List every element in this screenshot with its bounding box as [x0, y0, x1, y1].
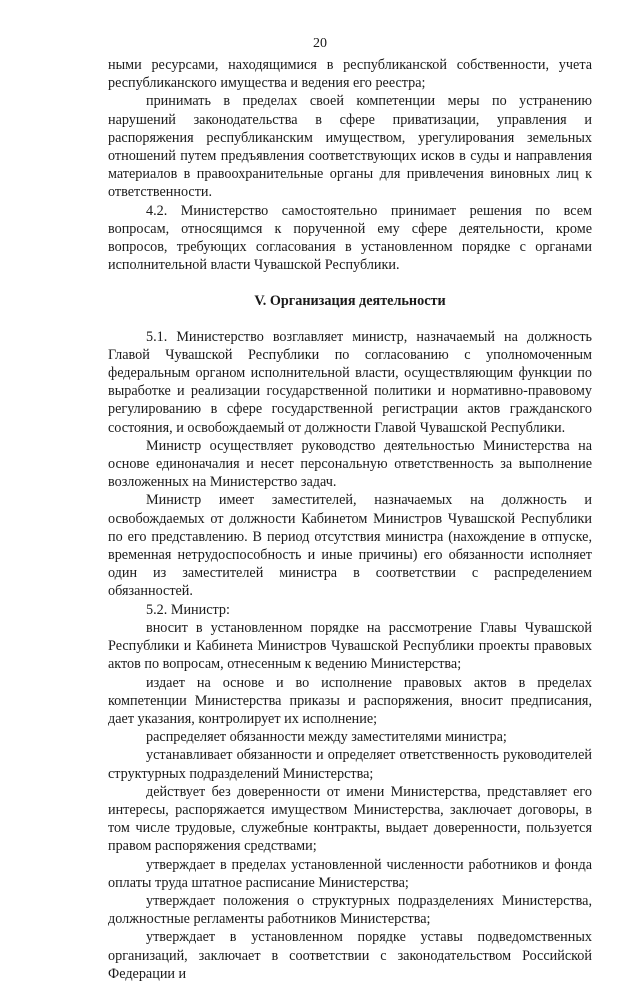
- paragraph: действует без доверенности от имени Министерства, представляет его интересы, распоряжается имуществом Министерства, заключает договоры, в том числе трудовые, служебные контракты, выдает доверенности, пользуется правом распоряжения средствами;: [108, 783, 592, 855]
- section-heading: V. Организация деятельности: [254, 293, 446, 310]
- paragraph: устанавливает обязанности и определяет ответственность руководителей структурных подразделений Министерства;: [108, 747, 592, 782]
- paragraph: ными ресурсами, находящимися в республиканской собственности, учета республиканского имущества и ведения его реестра;: [108, 57, 592, 92]
- document-body: [108, 56, 592, 983]
- page-number: 20: [313, 36, 327, 51]
- paragraph: распределяет обязанности между заместителями министра;: [146, 729, 507, 746]
- paragraph: 5.2. Министр:: [146, 601, 230, 618]
- paragraph: утверждает положения о структурных подразделениях Министерства, должностные регламенты работников Министерства;: [108, 892, 592, 928]
- paragraph: 4.2. Министерство самостоятельно принимает решения по всем вопросам, относящимся к порученной ему сфере деятельности, кроме вопросов, требующих согласования в установленном порядке с органами исполнительной власти Чувашской Республики.: [108, 202, 592, 274]
- paragraph: издает на основе и во исполнение правовых актов в пределах компетенции Министерства приказы и распоряжения, вносит предписания, дает указания, контролирует их исполнение;: [108, 674, 592, 727]
- paragraph: утверждает в пределах установленной численности работников и фонда оплаты труда штатное расписание Министерства;: [108, 856, 592, 891]
- paragraph: утверждает в установленном порядке уставы подведомственных организаций, заключает в соответствии с законодательством Российской Федерации и: [108, 929, 592, 982]
- paragraph: вносит в установленном порядке на рассмотрение Главы Чувашской Республики и Кабинета Министров Чувашской Республики проекты правовых актов по вопросам, отнесенным к ведению Министерства;: [108, 619, 592, 673]
- paragraph: принимать в пределах своей компетенции меры по устранению нарушений законодательства в сфере приватизации, управления и распоряжения республиканским имуществом, урегулирования земельных отношений путем предъявления соответствующих исков в суды и направления материалов в правоохранительные органы для привлечения виновных лиц к ответственности.: [108, 93, 592, 201]
- paragraph: Министр имеет заместителей, назначаемых на должность и освобождаемых от должности Кабинетом Министров Чувашской Республики по его представлению. В период отсутствия министра (нахождение в отпуске, временная нетрудоспособность и иные причины) его обязанности исполняет один из заместителей министра в соответствии с распределением обязанностей.: [108, 492, 592, 600]
- paragraph: 5.1. Министерство возглавляет министр, назначаемый на должность Главой Чувашской Республики по согласованию с уполномоченным федеральным органом исполнительной власти, осуществляющим функции по выработке и реализации государственной политики и нормативно-правовому регулированию в сфере государственной регистрации актов гражданского состояния, и освобождаемый от должности Главой Чувашской Республики.: [108, 328, 592, 436]
- paragraph: Министр осуществляет руководство деятельностью Министерства на основе единоначалия и несет персональную ответственность за выполнение возложенных на Министерство задач.: [108, 437, 592, 491]
